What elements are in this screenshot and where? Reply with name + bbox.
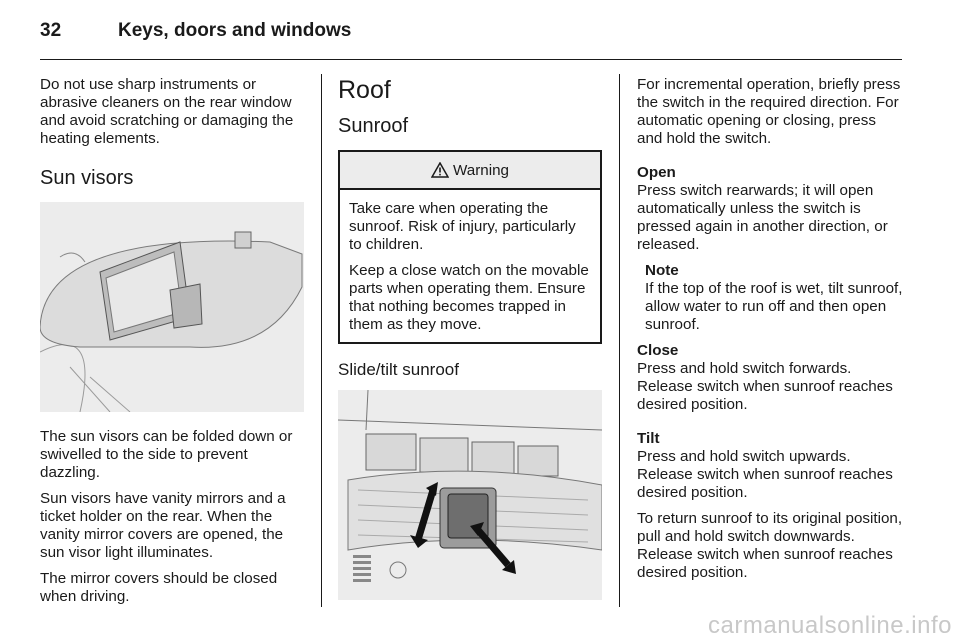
warning-triangle-icon bbox=[431, 162, 449, 178]
open-text: Press switch rearwards; it will open automatically unless the switch is pressed again in another direction, or released. bbox=[637, 182, 888, 253]
sunroof-switch-illustration bbox=[338, 390, 602, 600]
close-label: Close bbox=[637, 342, 679, 359]
note-label: Note bbox=[645, 262, 679, 279]
page-number: 32 bbox=[40, 20, 62, 41]
warning-header bbox=[340, 152, 600, 190]
tilt-text: Press and hold switch upwards. Release switch when sunroof reaches desired position. bbox=[637, 448, 893, 501]
page-header bbox=[40, 20, 352, 42]
sunroof-heading: Sunroof bbox=[338, 115, 409, 137]
column-divider-1 bbox=[321, 74, 322, 607]
sun-visors-heading: Sun visors bbox=[40, 167, 134, 189]
page-title: Keys, doors and windows bbox=[118, 20, 352, 41]
column-1 bbox=[40, 76, 304, 606]
watermark: carmanualsonline.info bbox=[708, 612, 952, 639]
roof-heading: Roof bbox=[338, 76, 391, 104]
column-3 bbox=[637, 76, 903, 582]
sun-visor-text-1: The sun visors can be folded down or swivelled to the side to prevent dazzling. bbox=[40, 428, 293, 481]
column-divider-2 bbox=[619, 74, 620, 607]
sun-visor-text-2: Sun visors have vanity mirrors and a ticket holder on the rear. When the vanity mirror covers are opened, the sun visor light illuminates. bbox=[40, 490, 286, 561]
warning-box bbox=[338, 150, 602, 344]
incremental-operation-text: For incremental operation, briefly press the switch in the required direction. For automatic opening or closing, press and hold the switch. bbox=[637, 76, 901, 147]
open-label: Open bbox=[637, 164, 676, 181]
rear-window-text: Do not use sharp instruments or abrasive cleaners on the rear window and avoid scratching or damaging the heating elements. bbox=[40, 76, 294, 147]
sun-visor-illustration bbox=[40, 202, 304, 412]
column-2 bbox=[338, 76, 602, 600]
note-block bbox=[645, 262, 903, 334]
close-text: Press and hold switch forwards. Release switch when sunroof reaches desired position. bbox=[637, 360, 893, 413]
note-text: If the top of the roof is wet, tilt sunroof, allow water to run off and then open sunroof. bbox=[645, 280, 903, 333]
slide-tilt-heading: Slide/tilt sunroof bbox=[338, 360, 459, 379]
warning-title: Warning bbox=[453, 161, 509, 179]
warning-text-1: Take care when operating the sunroof. Risk of injury, particularly to children. bbox=[349, 200, 576, 253]
header-divider bbox=[40, 59, 902, 60]
return-text: To return sunroof to its original position, pull and hold switch downwards. Release switch when sunroof reaches desired position. bbox=[637, 510, 903, 581]
tilt-label: Tilt bbox=[637, 430, 660, 447]
warning-body bbox=[340, 190, 600, 342]
warning-text-2: Keep a close watch on the movable parts when operating them. Ensure that nothing becomes trapped in them as they move. bbox=[349, 262, 589, 333]
sun-visor-text-3: The mirror covers should be closed when driving. bbox=[40, 570, 278, 605]
